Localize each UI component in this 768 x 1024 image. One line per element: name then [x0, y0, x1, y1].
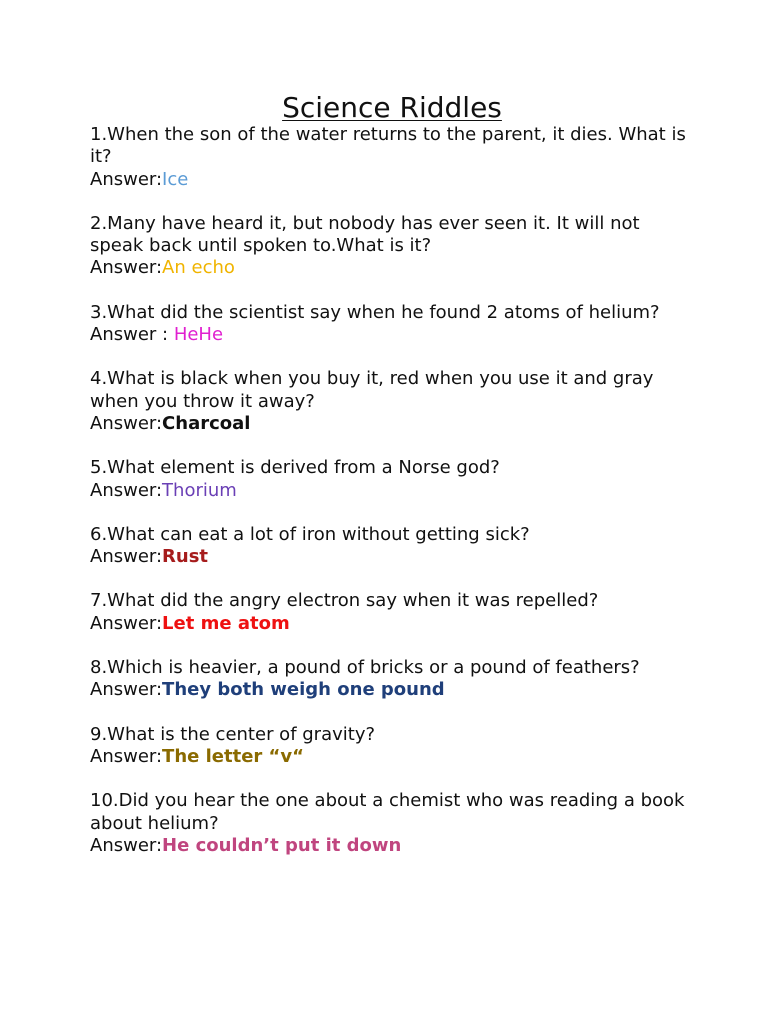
riddle-question: 5.What element is derived from a Norse god?	[90, 457, 500, 479]
riddle-answer-line	[90, 613, 690, 635]
riddle-list	[90, 124, 690, 857]
answer-value: The letter “v“	[162, 745, 304, 767]
riddle-answer-line	[90, 546, 690, 568]
riddle-answer-line	[90, 835, 690, 857]
riddle-question: 8.Which is heavier, a pound of bricks or a pound of feathers?	[90, 657, 640, 679]
page-title: Science Riddles	[282, 91, 502, 124]
answer-label: Answer:	[90, 412, 163, 434]
riddle-answer-line	[90, 413, 690, 435]
riddle-question: 6.What can eat a lot of iron without getting sick?	[90, 523, 530, 545]
document-page	[90, 90, 690, 879]
answer-value: Rust	[162, 546, 209, 568]
answer-value: HeHe	[173, 324, 224, 346]
riddle-answer-line	[90, 169, 690, 191]
answer-value: An echo	[162, 257, 235, 279]
answer-label: Answer:	[90, 612, 163, 634]
riddle-answer-line	[90, 679, 690, 701]
answer-label: Answer:	[90, 168, 163, 190]
riddle-answer-line	[90, 257, 690, 279]
riddle-question: 9.What is the center of gravity?	[90, 723, 376, 745]
riddle-item	[90, 590, 690, 635]
answer-value: They both weigh one pound	[162, 679, 445, 701]
answer-label: Answer:	[90, 834, 163, 856]
riddle-question: 2.Many have heard it, but nobody has ever seen it. It will not speak back until spoken to.What is it?	[90, 212, 640, 257]
riddle-item	[90, 524, 690, 569]
answer-value: Thorium	[162, 479, 237, 501]
riddle-item	[90, 124, 690, 191]
riddle-question: 3.What did the scientist say when he found 2 atoms of helium?	[90, 301, 660, 323]
riddle-question: 7.What did the angry electron say when it was repelled?	[90, 590, 599, 612]
answer-label: Answer:	[90, 546, 163, 568]
answer-label: Answer:	[90, 479, 163, 501]
riddle-answer-line	[90, 480, 690, 502]
riddle-item	[90, 724, 690, 769]
riddle-item	[90, 302, 690, 347]
riddle-question: 1.When the son of the water returns to the parent, it dies. What is it?	[90, 124, 686, 168]
answer-value: Let me atom	[162, 612, 290, 634]
riddle-item	[90, 213, 690, 280]
riddle-question: 10.Did you hear the one about a chemist who was reading a book about helium?	[90, 790, 685, 834]
answer-value: Ice	[162, 168, 189, 190]
answer-label: Answer:	[90, 257, 163, 279]
riddle-item	[90, 657, 690, 702]
riddle-answer-line	[90, 746, 690, 768]
answer-value: He couldn’t put it down	[162, 834, 402, 856]
riddle-answer-line	[90, 324, 690, 346]
riddle-item	[90, 368, 690, 435]
answer-label: Answer :	[90, 324, 174, 346]
riddle-item	[90, 790, 690, 857]
answer-label: Answer:	[90, 745, 163, 767]
answer-value: Charcoal	[162, 412, 251, 434]
answer-label: Answer:	[90, 679, 163, 701]
riddle-question: 4.What is black when you buy it, red when you use it and gray when you throw it away?	[90, 368, 654, 412]
riddle-item	[90, 457, 690, 502]
